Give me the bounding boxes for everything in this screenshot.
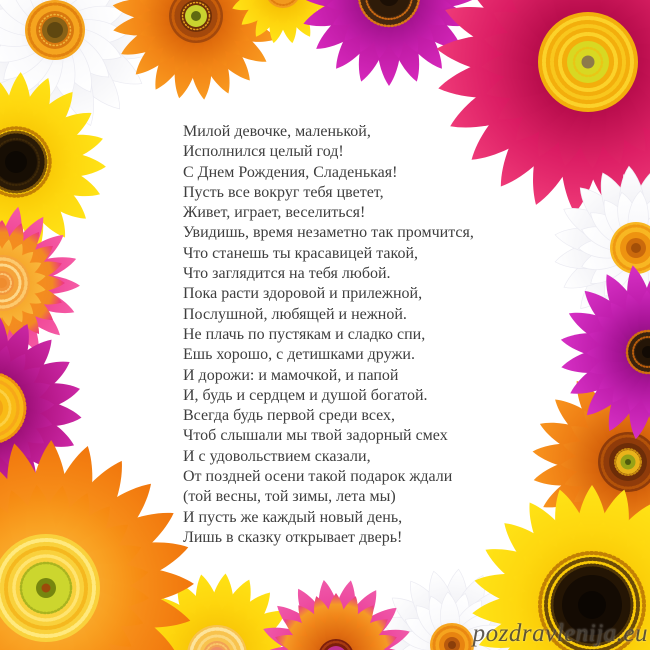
poem: [183, 122, 474, 548]
flower-orange-gerbera-bottom-left: [0, 432, 202, 650]
watermark: pozdravlenija.eu: [472, 620, 648, 647]
poem-line: И с удовольствием сказали,: [183, 447, 371, 465]
poem-line: Ешь хорошо, с детишками дружи.: [183, 346, 415, 364]
poem-line: И, будь и сердцем и душой богатой.: [183, 386, 428, 404]
poem-line: Живет, играет, веселиться!: [183, 204, 366, 222]
poem-line: И дорожи: и мамочкой, и папой: [183, 366, 399, 384]
poem-line: Милой девочке, маленькой,: [183, 123, 371, 140]
poem-line: (той весны, той зимы, лета мы): [183, 488, 396, 506]
poem-line: Увидишь, время незаметно так промчится,: [183, 224, 474, 242]
poem-line: Что станешь ты красавицей такой,: [183, 244, 419, 262]
flower-magenta-gerbera-right: [552, 256, 650, 448]
poem-line: Лишь в сказку открывает дверь!: [183, 528, 403, 546]
poem-line: Чтоб слышали мы твой задорный смех: [183, 427, 448, 445]
poem-line: Что заглядится на тебя любой.: [183, 265, 391, 283]
poem-line: Послушной, любящей и нежной.: [183, 305, 407, 323]
flower-orange-pink-gerbera-bottom-middle: [264, 585, 408, 650]
poem-line: И пусть же каждый новый день,: [183, 508, 403, 526]
poem-line: Исполнился целый год!: [183, 143, 344, 161]
poem-line: С Днем Рождения, Сладенькая!: [183, 163, 398, 181]
poem-line: Пока расти здоровой и прилежной,: [183, 285, 423, 303]
poem-line: Не плачь по пустякам и сладко спи,: [183, 325, 426, 343]
poem-line: Пусть все вокруг тебя цветет,: [183, 183, 384, 201]
poem-line: Всегда будь первой среди всех,: [183, 407, 396, 425]
poem-line: От поздней осени такой подарок ждали: [183, 468, 453, 486]
